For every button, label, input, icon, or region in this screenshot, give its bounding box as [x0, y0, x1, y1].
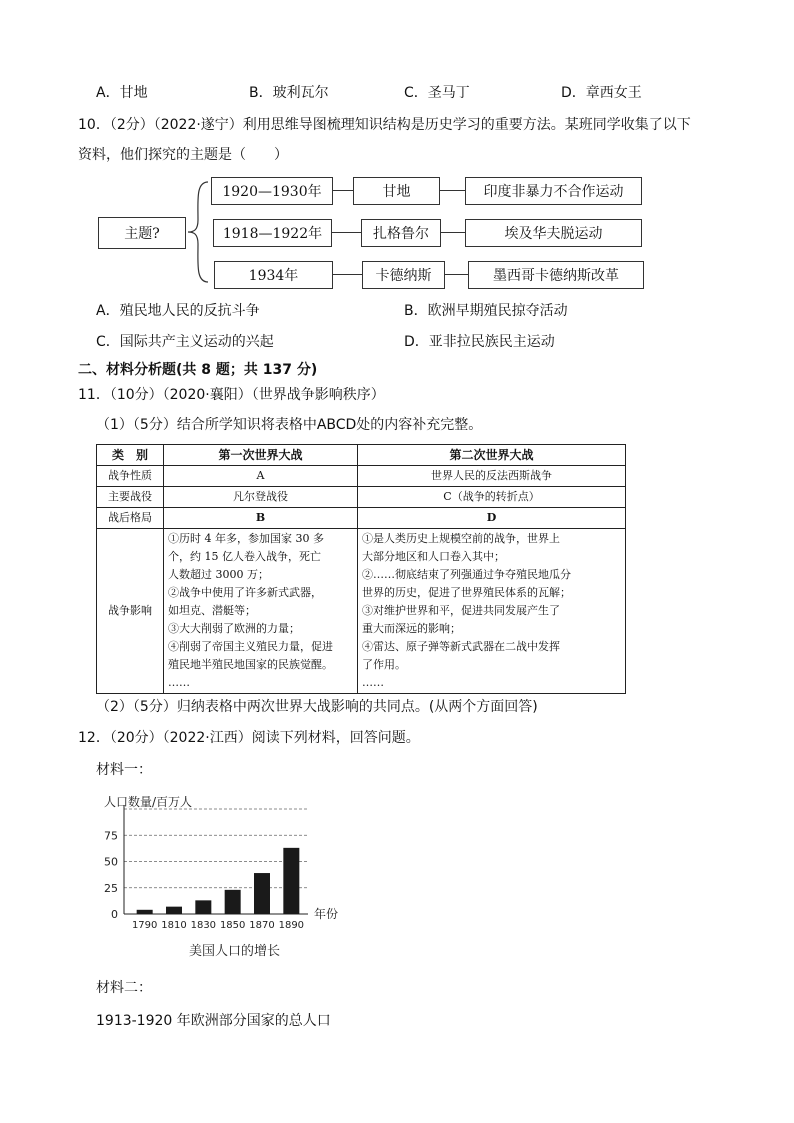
chart-ytick-label: 0: [111, 908, 118, 921]
chart-xtick-label: 1830: [190, 920, 217, 931]
table-cell: C（战争的转折点）: [358, 487, 626, 508]
material1-label: 材料一：: [96, 762, 152, 778]
table-row: [97, 529, 626, 694]
chart-xlabel: 年份: [314, 907, 339, 921]
table-header-category: 类 别: [97, 445, 164, 466]
table-cell: 战后格局: [97, 508, 164, 529]
table-cell: 战争影响: [97, 529, 164, 694]
chart-ytick-label: 50: [104, 855, 118, 869]
section-title: 二、材料分析题(共 8 题；共 137 分): [78, 362, 318, 378]
chart-bar: [283, 848, 299, 914]
q10-option-c: C．国际共产主义运动的兴起: [96, 334, 274, 350]
q10-option-b: B．欧洲早期殖民掠夺活动: [404, 303, 568, 319]
material2-label: 材料二：: [96, 980, 152, 996]
table-cell: D: [358, 508, 626, 529]
mind-map-person-2: 扎格鲁尔: [361, 219, 441, 247]
table-cell: 凡尔登战役: [164, 487, 358, 508]
mind-map-date-1: 1920—1930年: [211, 177, 333, 205]
chart-bar: [195, 900, 211, 914]
q9-option-a: A．甘地: [96, 85, 148, 101]
q10-stem-line2: 资料，他们探究的主题是（ ）: [78, 147, 288, 163]
mind-map-person-3: 卡德纳斯: [362, 261, 445, 289]
chart-bar: [137, 910, 153, 914]
table-cell: 世界人民的反法西斯战争: [358, 466, 626, 487]
chart-xtick-label: 1850: [219, 920, 246, 931]
table-cell: A: [164, 466, 358, 487]
chart-title: 美国人口的增长: [189, 944, 281, 959]
table-header-ww1: 第一次世界大战: [164, 445, 358, 466]
chart-xtick-label: 1790: [131, 920, 158, 931]
chart-xtick-label: 1810: [161, 920, 187, 931]
q11-sub1: （1）（5分）结合所学知识将表格中ABCD处的内容补充完整。: [96, 417, 483, 433]
q9-option-d: D．章西女王: [561, 85, 642, 101]
mind-map-event-2: 埃及华夫脱运动: [465, 219, 642, 247]
chart-xtick-label: 1870: [249, 920, 275, 931]
table-cell: 主要战役: [97, 487, 164, 508]
table-cell: B: [164, 508, 358, 529]
q12-stem: 12．（20分）（2022·江西）阅读下列材料，回答问题。: [78, 730, 420, 746]
chart-ylabel: 人口数量/百万人: [104, 795, 193, 809]
table-cell-impact-ww1: ①历时 4 年多，参加国家 30 多 个，约 15 亿人卷入战争，死亡 人数超过 3000 万； ②战争中使用了许多新式武器， 如坦克、潜艇等； ③大大削弱了欧洲的力量； ④削弱了帝国主义殖民力量，促进 殖民地半殖民地国家的民族觉醒。 ……: [164, 529, 358, 694]
table-header-ww2: 第二次世界大战: [358, 445, 626, 466]
q11-sub2: （2）（5分）归纳表格中两次世界大战影响的共同点。(从两个方面回答): [96, 699, 538, 715]
chart-ytick-label: 25: [104, 881, 118, 895]
q9-option-c: C．圣马丁: [404, 85, 470, 101]
mind-map-root: 主题?: [98, 217, 186, 249]
q9-option-b: B．玻利瓦尔: [249, 85, 329, 101]
chart-xtick-label: 1890: [278, 920, 305, 931]
war-comparison-table: [96, 444, 626, 694]
q10-option-d: D．亚非拉民族民主运动: [404, 334, 555, 350]
chart-ytick-label: 75: [104, 829, 118, 843]
table-cell-impact-ww2: ①是人类历史上规模空前的战争，世界上 大部分地区和人口卷入其中； ②……彻底结束了列强通过争夺殖民地瓜分 世界的历史，促进了世界殖民体系的瓦解； ③对维护世界和平，促进共同发展产生了 重大而深远的影响； ④雷达、原子弹等新式武器在二战中发挥 了作用。 ……: [358, 529, 626, 694]
q10-stem-line1: 10．（2分）（2022·遂宁）利用思维导图梳理知识结构是历史学习的重要方法。某班同学收集了以下: [78, 117, 691, 133]
mind-map-date-2: 1918—1922年: [213, 219, 332, 247]
chart-bar: [254, 873, 270, 914]
mind-map-brace: [186, 180, 210, 284]
material2-text: 1913-1920 年欧洲部分国家的总人口: [96, 1013, 331, 1029]
chart-bar: [225, 890, 241, 914]
mind-map-event-1: 印度非暴力不合作运动: [465, 177, 642, 205]
mind-map-event-3: 墨西哥卡德纳斯改革: [468, 261, 644, 289]
table-row: [97, 508, 626, 529]
table-row: [97, 487, 626, 508]
chart-bar: [166, 907, 182, 914]
table-row: [97, 466, 626, 487]
q11-stem: 11．（10分）（2020·襄阳）（世界战争影响秩序）: [78, 387, 385, 403]
bar-chart: [90, 790, 360, 970]
q10-option-a: A．殖民地人民的反抗斗争: [96, 303, 260, 319]
mind-map-date-3: 1934年: [214, 261, 333, 289]
mind-map-person-1: 甘地: [353, 177, 440, 205]
table-cell: 战争性质: [97, 466, 164, 487]
